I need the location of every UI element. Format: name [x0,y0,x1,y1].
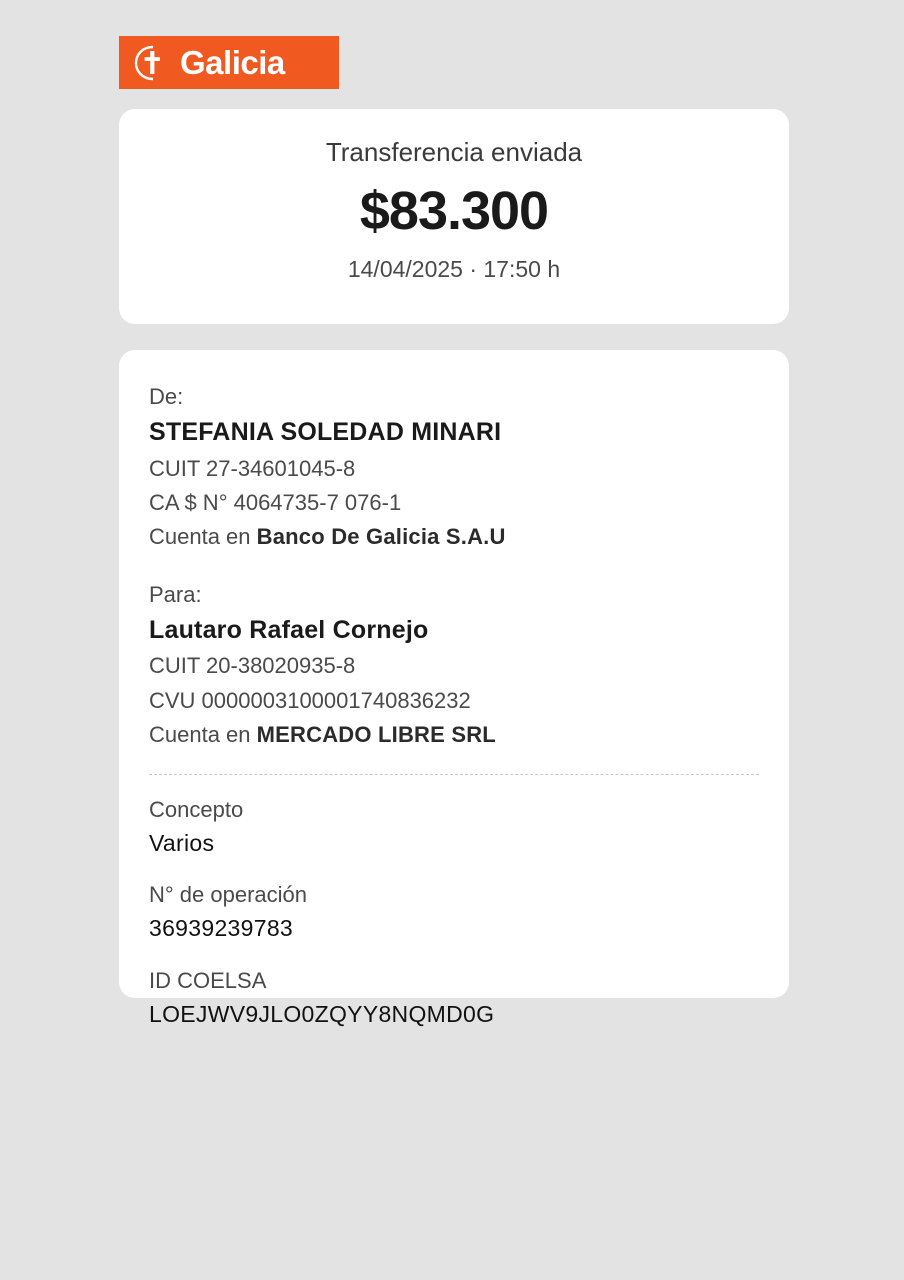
sender-account: CA $ N° 4064735-7 076-1 [149,489,402,515]
sender-tax-id: CUIT 27-34601045-8 [149,455,356,481]
transfer-summary-card [119,109,789,324]
sender-block [149,380,759,554]
galicia-cross-icon [133,43,173,83]
receiver-bank-row [149,718,759,752]
sender-name: STEFANIA SOLEDAD MINARI [149,418,502,447]
section-divider [149,774,759,775]
detail-coelsa-id [149,964,759,1032]
sender-bank-prefix: Cuenta en [149,523,257,549]
detail-value: Varios [149,829,215,856]
spacer [149,558,759,578]
detail-value: LOEJWV9JLO0ZQYY8NQMD0G [149,1000,495,1027]
summary-amount: $83.300 [359,181,549,241]
galicia-logo [119,36,339,89]
detail-label: N° de operación [149,882,308,908]
detail-value: 36939239783 [149,915,294,942]
receiver-label: Para: [149,581,202,607]
sender-bank: Banco De Galicia S.A.U [256,523,506,549]
receiver-bank-prefix: Cuenta en [149,721,257,747]
summary-datetime: 14/04/2025 · 17:50 h [347,256,561,282]
sender-bank-row [149,520,759,554]
sender-label: De: [149,384,184,409]
receiver-tax-id: CUIT 20-38020935-8 [149,653,356,679]
summary-title: Transferencia enviada [325,137,583,167]
detail-label: ID COELSA [149,967,267,993]
receiver-block [149,578,759,752]
receiver-name: Lautaro Rafael Cornejo [149,615,429,644]
receiver-account: CVU 0000003100001740836232 [149,687,471,713]
galicia-logo-text: Galicia [180,44,285,81]
detail-label: Concepto [149,796,244,822]
detail-operation-number [149,878,759,946]
receiver-bank: MERCADO LIBRE SRL [256,721,496,747]
detail-concept [149,793,759,861]
transfer-detail-card [119,350,789,1027]
